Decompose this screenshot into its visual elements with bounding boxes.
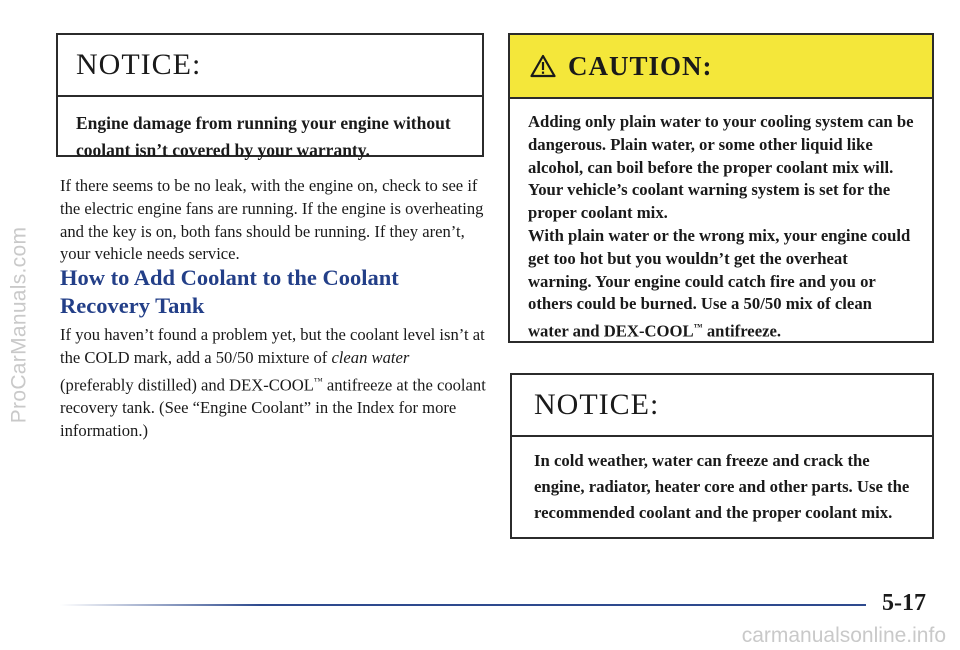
- caution-trademark: ™: [693, 322, 703, 333]
- warning-triangle-icon: [530, 54, 556, 78]
- para2-part3: antifreeze at the coolant recovery tank. (See “Engine Coolant” in the Index for more information.): [60, 375, 486, 440]
- para2-part1: If you haven’t found a problem yet, but the coolant level isn’t at the COLD mark, add a 50/50 mixture of: [60, 325, 485, 367]
- caution-text-2-part2: antifreeze.: [702, 321, 782, 341]
- notice-box-top: [56, 33, 484, 160]
- notice-top-title: NOTICE:: [58, 35, 482, 97]
- caution-header: [510, 35, 932, 99]
- notice-top-body: Engine damage from running your engine without coolant isn’t covered by your warranty.: [76, 113, 451, 160]
- para2-italic: clean water: [331, 347, 410, 367]
- side-watermark: [2, 0, 36, 650]
- footer-rule: [60, 604, 866, 606]
- caution-box: [508, 33, 934, 343]
- notice-box-bottom: [510, 373, 934, 539]
- bottom-watermark: carmanualsonline.info: [741, 624, 946, 647]
- paragraph-fans-check: If there seems to be no leak, with the engine on, check to see if the electric engine fans are running. If the engine is overheating and the key is on, both fans should be running. If they aren’t, your vehicle needs service.: [60, 176, 484, 264]
- caution-text-2: [528, 225, 914, 344]
- caution-body: [510, 99, 932, 356]
- notice-bottom-body: In cold weather, water can freeze and crack the engine, radiator, heater core and other parts. Use the recommended coolant and the proper coolant mix.: [534, 451, 910, 522]
- side-watermark-text: ProCarManuals.com: [7, 226, 30, 424]
- para2-part2: (preferably distilled) and DEX-COOL: [60, 375, 314, 395]
- caution-text-1: Adding only plain water to your cooling system can be dangerous. Plain water, or some other liquid like alcohol, can boil before the proper coolant mix will. Your vehicle’s coolant warning system is set for the proper coolant mix.: [528, 112, 914, 223]
- caution-title: CAUTION:: [568, 50, 713, 81]
- notice-bottom-title: NOTICE:: [512, 375, 932, 437]
- caution-text-2-part1: With plain water or the wrong mix, your engine could get too hot but you wouldn’t get the overheat warning. Your engine could catch fire and you or others could be burned. Use a 50/50 mix of clean water and DEX-COOL: [528, 225, 911, 341]
- paragraph-add-coolant: [60, 324, 486, 443]
- para2-trademark: ™: [313, 375, 323, 386]
- page-number: 5-17: [882, 590, 926, 616]
- section-heading: How to Add Coolant to the Coolant Recovery Tank: [60, 265, 399, 318]
